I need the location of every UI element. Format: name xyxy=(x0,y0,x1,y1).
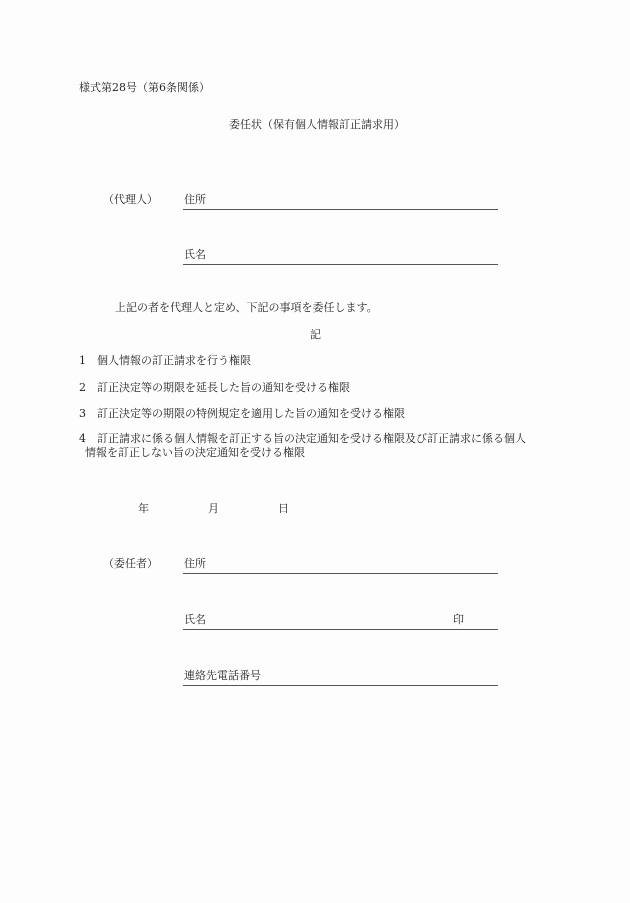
principal-name-label: 氏名 xyxy=(184,613,206,626)
agent-role-label: （代理人） xyxy=(103,193,158,206)
item-text-line1: 訂正請求に係る個人情報を訂正する旨の決定通知を受ける権限及び訂正請求に係る個人 xyxy=(97,432,526,445)
agent-name-field[interactable] xyxy=(183,248,498,265)
agent-address-field[interactable] xyxy=(183,193,498,210)
list-item xyxy=(79,354,251,368)
principal-address-field[interactable] xyxy=(183,557,498,574)
seal-label: 印 xyxy=(453,613,464,626)
item-number: 1 xyxy=(79,354,86,367)
principal-name-field[interactable] xyxy=(183,613,498,630)
list-item xyxy=(79,432,569,460)
item-text: 訂正決定等の期限を延長した旨の通知を受ける権限 xyxy=(97,381,350,394)
delegation-statement: 上記の者を代理人と定め、下記の事項を委任します。 xyxy=(115,301,378,314)
ki-heading: 記 xyxy=(310,328,321,341)
item-number: 4 xyxy=(79,432,86,445)
item-text-line2: 情報を訂正しない旨の決定通知を受ける権限 xyxy=(85,446,305,459)
list-item xyxy=(79,381,350,395)
principal-role-label: （委任者） xyxy=(103,557,158,570)
list-item xyxy=(79,407,405,421)
principal-address-label: 住所 xyxy=(184,557,206,570)
item-text: 個人情報の訂正請求を行う権限 xyxy=(97,354,251,367)
item-number: 3 xyxy=(79,407,86,420)
form-number: 様式第28号（第6条関係） xyxy=(79,81,210,94)
agent-address-label: 住所 xyxy=(184,193,206,206)
principal-phone-field[interactable] xyxy=(183,669,498,686)
item-number: 2 xyxy=(79,381,86,394)
date-month-label: 月 xyxy=(208,502,219,515)
agent-name-label: 氏名 xyxy=(184,248,206,261)
date-year-label: 年 xyxy=(138,502,149,515)
principal-phone-label: 連絡先電話番号 xyxy=(184,669,261,682)
date-day-label: 日 xyxy=(278,502,289,515)
item-text: 訂正決定等の期限の特例規定を適用した旨の通知を受ける権限 xyxy=(97,407,405,420)
document-title: 委任状（保有個人情報訂正請求用） xyxy=(229,118,405,131)
